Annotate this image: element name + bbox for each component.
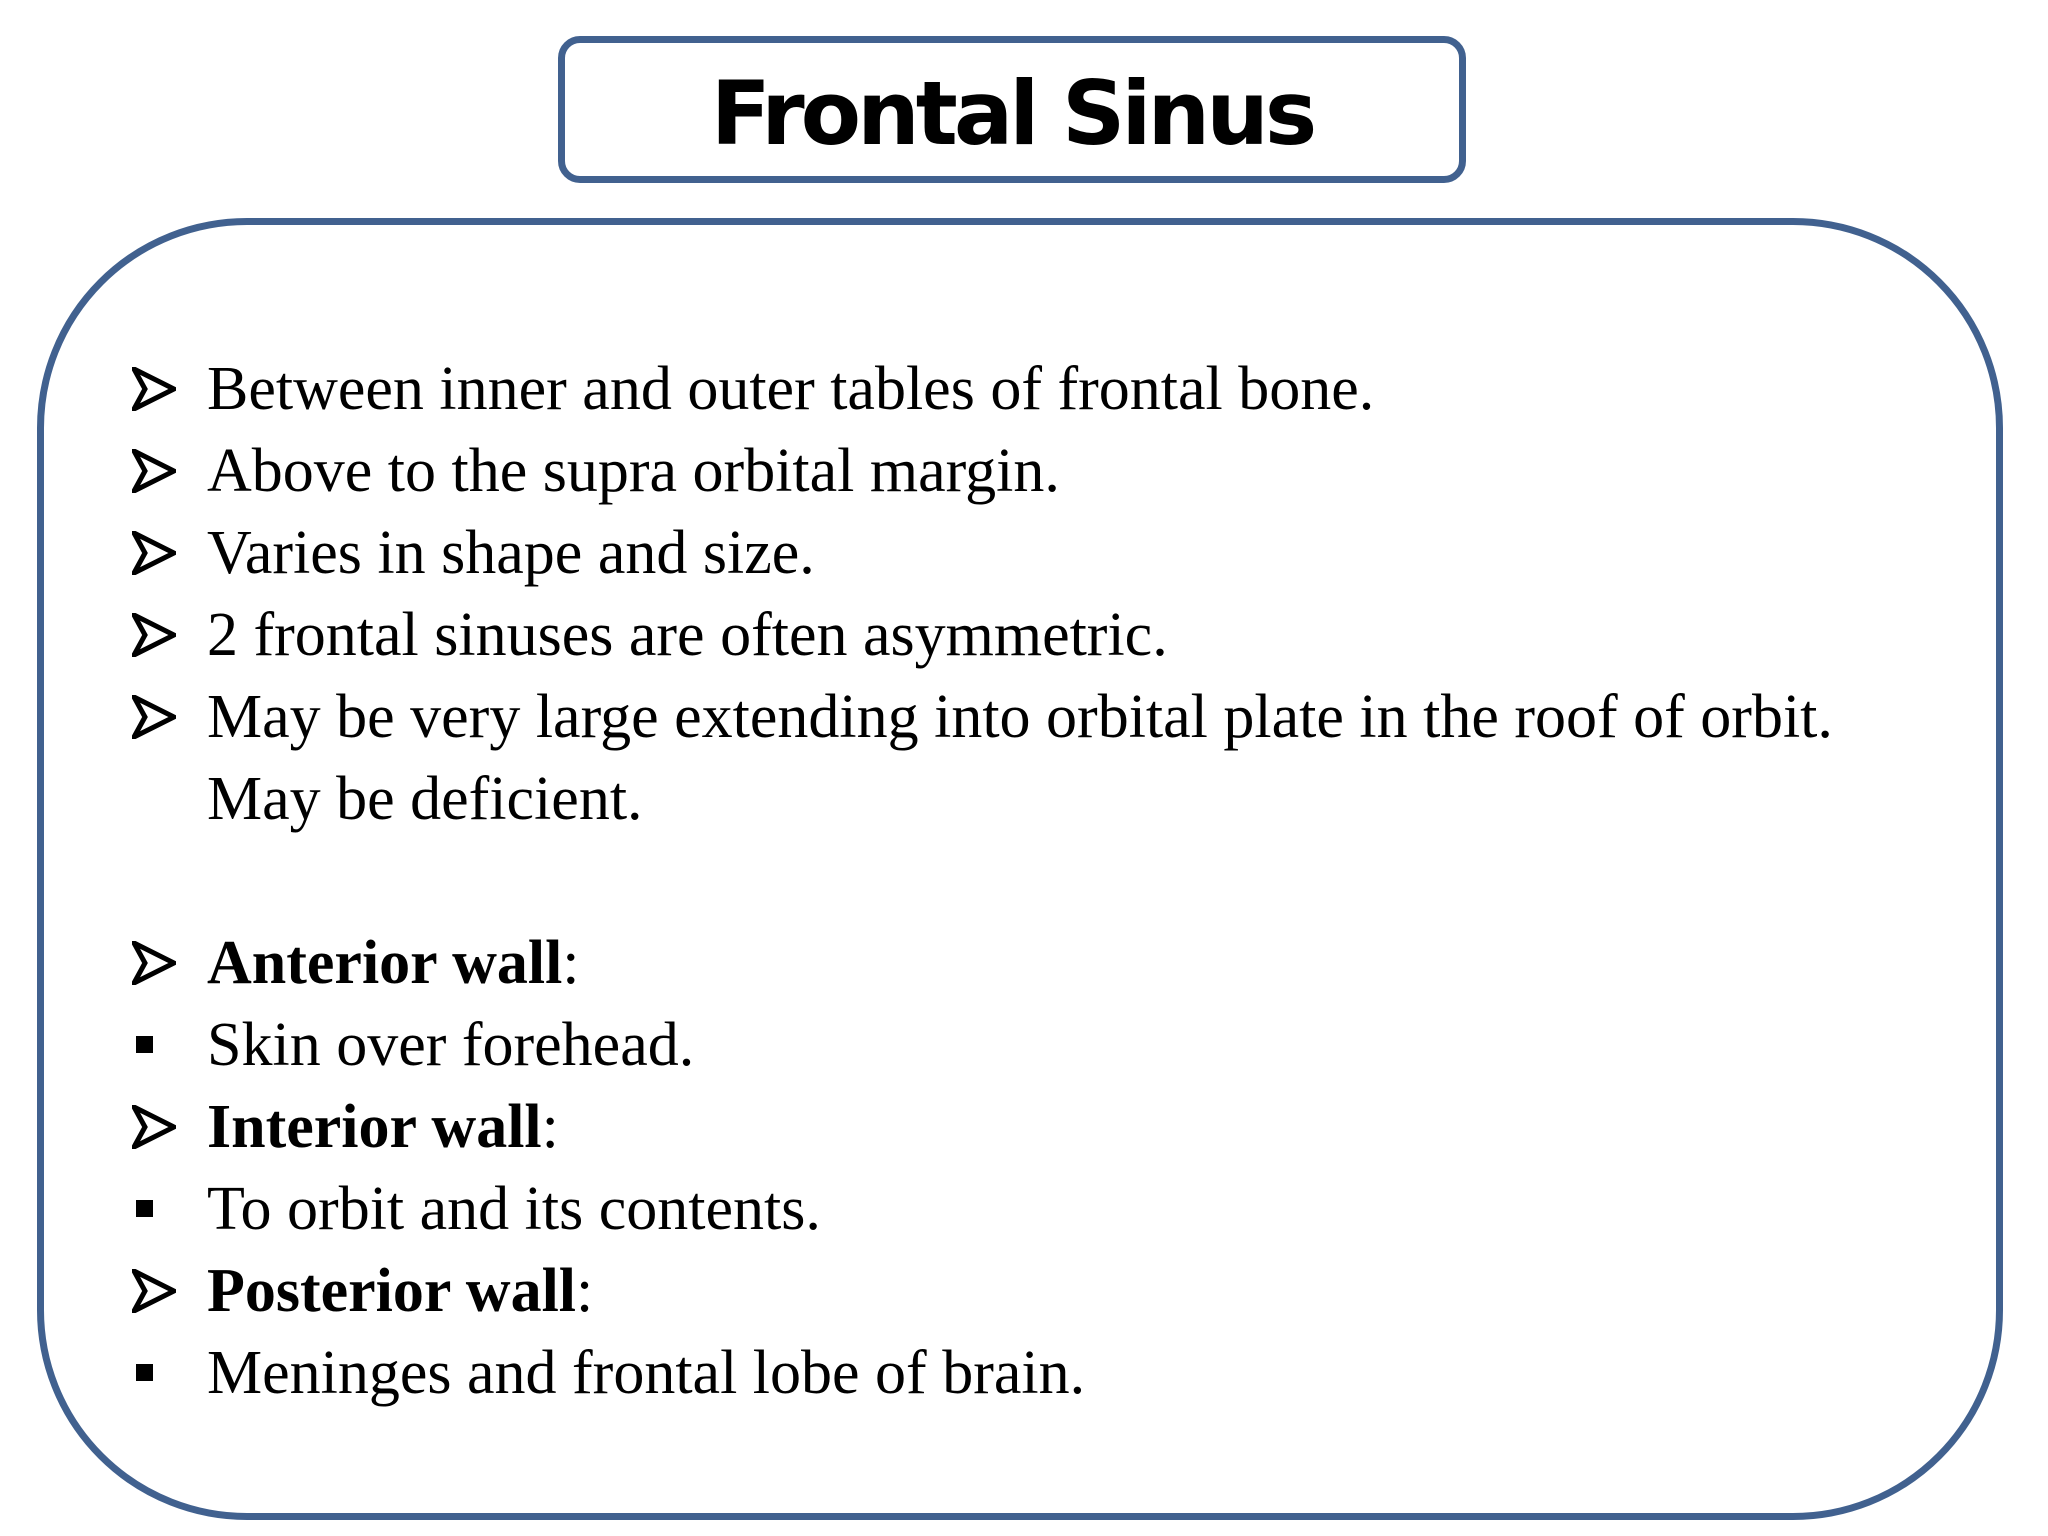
wall-heading-colon: : <box>541 1093 559 1161</box>
square-bullet-icon <box>132 1004 192 1086</box>
wall-heading-colon: : <box>562 929 580 997</box>
wall-detail-item <box>132 1004 1912 1086</box>
arrowhead-bullet-icon <box>132 1250 192 1332</box>
bullet-item <box>132 594 1912 676</box>
title-box <box>558 36 1466 183</box>
wall-heading-item <box>132 922 1912 1004</box>
arrowhead-bullet-icon <box>132 348 192 430</box>
wall-heading: Anterior wall <box>207 929 563 997</box>
wall-heading-colon: : <box>576 1257 594 1325</box>
wall-heading-item <box>132 1086 1912 1168</box>
bullet-item <box>132 348 1912 430</box>
arrowhead-bullet-icon <box>132 922 192 1004</box>
wall-detail: Meninges and frontal lobe of brain. <box>207 1339 1086 1407</box>
arrowhead-bullet-icon <box>132 430 192 512</box>
wall-detail: To orbit and its contents. <box>207 1175 821 1243</box>
wall-heading: Posterior wall <box>207 1257 577 1325</box>
square-bullet-icon <box>132 1168 192 1250</box>
arrowhead-bullet-icon <box>132 1086 192 1168</box>
bullet-text: Varies in shape and size. <box>207 519 815 587</box>
arrowhead-bullet-icon <box>132 676 192 758</box>
wall-heading: Interior wall <box>207 1093 542 1161</box>
wall-detail: Skin over forehead. <box>207 1011 695 1079</box>
wall-detail-item <box>132 1168 1912 1250</box>
wall-heading-item <box>132 1250 1912 1332</box>
arrowhead-bullet-icon <box>132 512 192 594</box>
slide-title: Frontal Sinus <box>710 61 1314 165</box>
bullet-text: 2 frontal sinuses are often asymmetric. <box>207 601 1168 669</box>
bullet-item <box>132 676 1912 840</box>
bullet-item <box>132 512 1912 594</box>
square-bullet-icon <box>132 1332 192 1414</box>
bullet-list <box>132 348 1912 1414</box>
content-box <box>37 218 2003 1520</box>
arrowhead-bullet-icon <box>132 594 192 676</box>
bullet-item <box>132 430 1912 512</box>
bullet-text: Above to the supra orbital margin. <box>207 437 1060 505</box>
wall-detail-item <box>132 1332 1912 1414</box>
bullet-text: Between inner and outer tables of frontal bone. <box>207 355 1375 423</box>
bullet-text: May be very large extending into orbital plate in the roof of orbit. May be deficient. <box>207 683 1833 833</box>
